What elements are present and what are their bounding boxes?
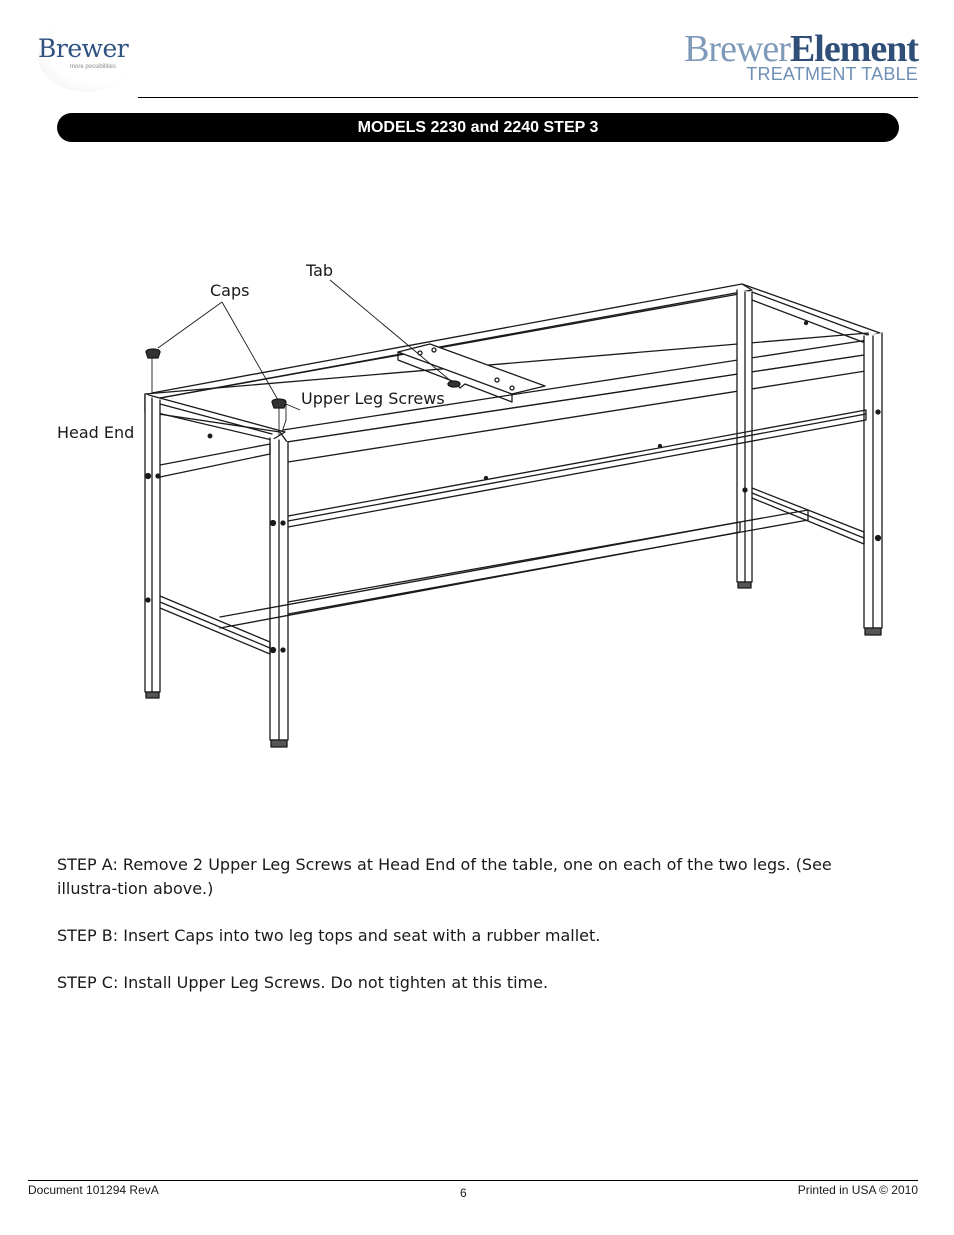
- page-number: 6: [460, 1186, 467, 1200]
- brand-part-2: Element: [789, 28, 918, 70]
- label-caps: Caps: [210, 281, 250, 300]
- logo-tagline: more possibilities: [70, 64, 117, 70]
- brewer-logo: [30, 20, 140, 94]
- instructions: [57, 853, 897, 1018]
- table-frame-illustration: [0, 240, 954, 760]
- step-a: STEP A: Remove 2 Upper Leg Screws at Head End of the table, one on each of the two legs. (See illustra-tion above.): [57, 855, 832, 898]
- label-tab: Tab: [306, 261, 334, 280]
- brewer-element-logo: [684, 30, 918, 85]
- print-notice: Printed in USA © 2010: [797, 1183, 918, 1197]
- brand-wordmark: [684, 30, 918, 68]
- logo-name: Brewer: [38, 34, 129, 63]
- header-rule: [138, 97, 918, 98]
- label-upper-leg-screws: Upper Leg Screws: [301, 389, 445, 408]
- document-number: Document 101294 RevA: [28, 1183, 159, 1197]
- step-c: STEP C: Install Upper Leg Screws. Do not tighten at this time.: [57, 973, 549, 992]
- brand-part-1: Brewer: [684, 28, 790, 70]
- brand-subtitle: TREATMENT TABLE: [746, 64, 918, 84]
- section-banner: MODELS 2230 and 2240 STEP 3: [57, 113, 899, 142]
- label-head-end: Head End: [57, 423, 135, 442]
- step-b: STEP B: Insert Caps into two leg tops and seat with a rubber mallet.: [57, 926, 601, 945]
- footer-rule: [28, 1180, 918, 1181]
